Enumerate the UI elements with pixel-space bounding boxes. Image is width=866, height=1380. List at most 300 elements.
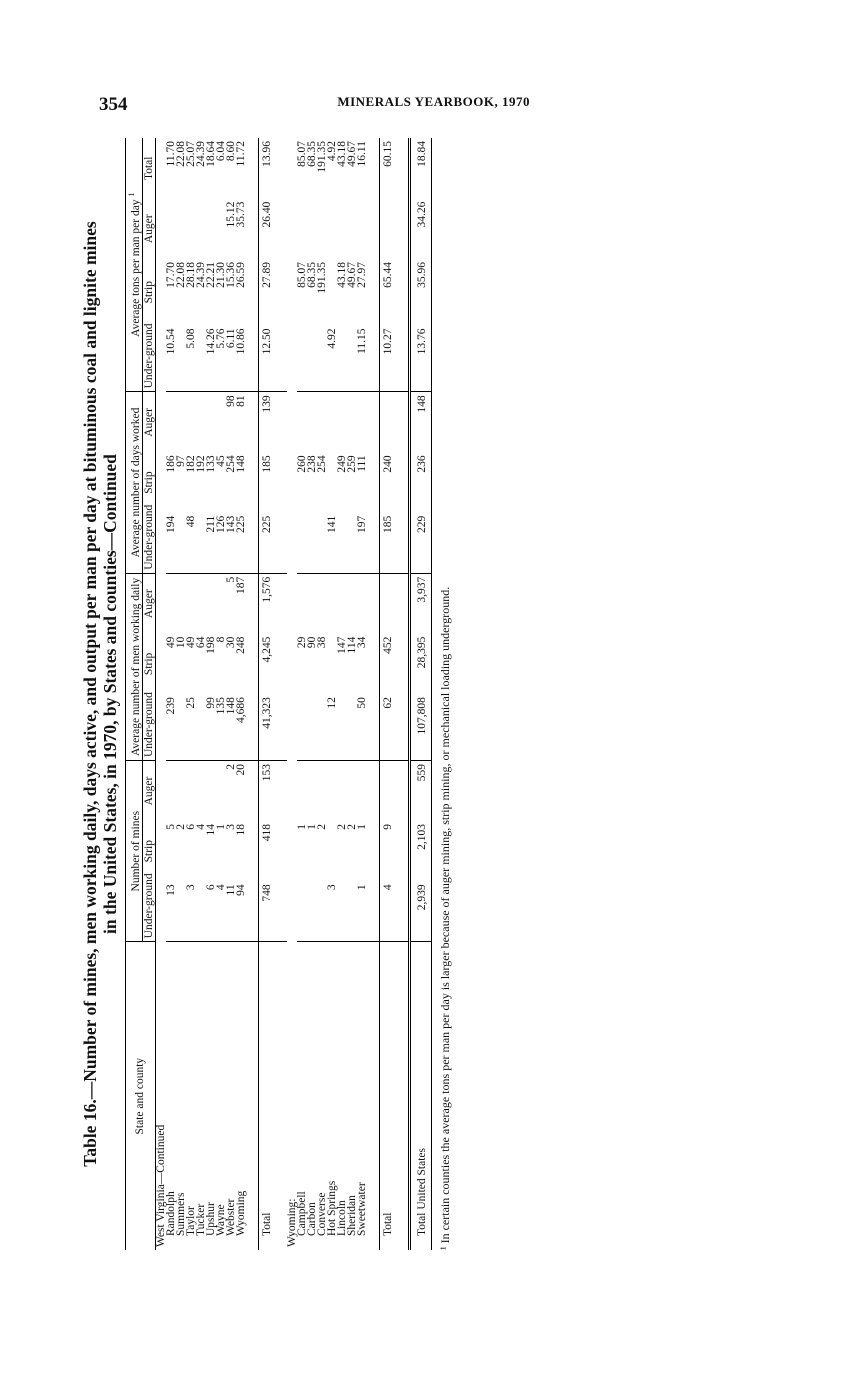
row-label: Randolph	[164, 1191, 177, 1236]
cell-value	[379, 761, 396, 821]
cell-value	[379, 573, 396, 633]
cell-value	[307, 694, 317, 760]
spacer-cell	[246, 694, 259, 760]
cell-value: 147	[335, 636, 348, 654]
row-label: Carbon	[305, 1202, 318, 1236]
county-row	[307, 138, 317, 1250]
table-title-line-1: Table 16.—Number of mines, men working daily, days active, and output per man per day at bituminous coal and lignite mines	[80, 221, 100, 1167]
cell-value	[307, 513, 317, 573]
cell-value	[337, 694, 347, 760]
cell-value: 68.35	[305, 261, 318, 288]
cell-value: 418	[258, 821, 275, 881]
cell-value	[297, 392, 307, 452]
cell-value	[186, 573, 196, 633]
cell-value	[196, 881, 206, 941]
cell-value: 22.08	[174, 141, 187, 167]
cell-value: 185	[258, 452, 275, 512]
cell-value: 18	[234, 823, 247, 836]
cell-value: 187	[234, 576, 247, 594]
cell-value	[317, 199, 327, 259]
cell-value: 35.73	[234, 201, 247, 228]
cell-value: 26.40	[258, 199, 275, 259]
subheader: Under-ground	[142, 881, 155, 941]
group-header-tons-label: Average tons per man per day	[129, 199, 142, 337]
subheader: Under-ground	[142, 325, 155, 391]
spacer-cell	[275, 199, 287, 259]
row-label: Total United States	[409, 942, 431, 1250]
spacer-cell	[396, 634, 410, 694]
cell-value: 260	[295, 455, 308, 473]
cell-value: 4.92	[327, 325, 337, 391]
spacer-cell	[246, 199, 259, 259]
cell-value	[379, 199, 396, 259]
cell-value	[317, 881, 327, 941]
cell-value	[337, 325, 347, 391]
cell-value: 64	[194, 636, 207, 649]
cell-value: 2	[174, 823, 187, 830]
cell-value: 85.07	[295, 261, 308, 288]
cell-value	[347, 881, 357, 941]
cell-value: 1,576	[258, 573, 275, 633]
cell-value: 126	[216, 513, 226, 573]
cell-value: 143	[226, 513, 236, 573]
cell-value: 15.36	[224, 261, 237, 288]
row-label: Campbell	[295, 1191, 308, 1236]
cell-value	[307, 325, 317, 391]
spacer-cell	[275, 881, 287, 941]
cell-value	[176, 199, 186, 259]
cell-value: 194	[166, 513, 176, 573]
cell-value: 4	[216, 881, 226, 941]
spacer-cell	[246, 573, 259, 633]
spacer-cell	[367, 452, 380, 512]
cell-value: 3	[186, 881, 196, 941]
cell-value: 20	[234, 764, 247, 776]
cell-value: 4.92	[325, 141, 338, 162]
state-heading-row	[287, 138, 297, 1250]
cell-value	[337, 573, 347, 633]
cell-value	[196, 199, 206, 259]
cell-value: 34	[355, 636, 368, 649]
spacer-cell	[246, 513, 259, 573]
cell-value: 211	[206, 513, 216, 573]
spacer-cell	[246, 259, 259, 325]
cell-value: 50	[357, 694, 367, 760]
spacer-cell	[367, 138, 380, 199]
cell-value: 748	[258, 881, 275, 941]
cell-value: 35.96	[409, 259, 431, 325]
spacer-cell	[396, 513, 410, 573]
cell-value: 148	[234, 455, 247, 473]
row-label: Wyoming:	[285, 1198, 298, 1247]
cell-value: 4	[379, 881, 396, 941]
rotated-table-block	[80, 138, 520, 1250]
spacer-row	[367, 138, 380, 1250]
cell-value: 2	[345, 823, 358, 830]
spacer-cell	[396, 325, 410, 391]
cell-value: 8	[214, 636, 227, 643]
spacer-cell	[367, 392, 380, 452]
cell-value: 254	[315, 455, 328, 473]
cell-value: 17.70	[164, 261, 177, 288]
cell-value: 452	[379, 634, 396, 694]
spacer-cell	[396, 259, 410, 325]
spacer-cell	[396, 199, 410, 259]
cell-value: 259	[345, 455, 358, 473]
cell-value: 2	[315, 823, 328, 830]
cell-value: 90	[305, 636, 318, 649]
group-header-men: Average number of men working daily	[126, 573, 143, 760]
cell-value	[297, 325, 307, 391]
cell-value	[176, 761, 186, 821]
cell-value: 1	[355, 823, 368, 830]
spacer-cell	[367, 513, 380, 573]
cell-value: 148	[226, 694, 236, 760]
cell-value: 12	[327, 694, 337, 760]
spacer-cell	[246, 452, 259, 512]
subheader: Strip	[142, 452, 155, 512]
cell-value: 111	[355, 455, 368, 472]
cell-value: 198	[204, 636, 217, 654]
cell-value	[206, 392, 216, 452]
county-row	[347, 138, 357, 1250]
row-label: Taylor	[184, 1206, 197, 1236]
cell-value: 11.15	[357, 325, 367, 391]
cell-value: 225	[236, 513, 246, 573]
cell-value: 13.76	[409, 325, 431, 391]
subheader: Under-ground	[142, 694, 155, 760]
state-heading-row	[155, 138, 166, 1250]
cell-value: 15.12	[224, 201, 237, 228]
cell-value: 139	[258, 392, 275, 452]
cell-value: 10.86	[236, 325, 246, 391]
cell-value: 4,245	[258, 634, 275, 694]
cell-value: 6	[206, 881, 216, 941]
cell-value: 25.07	[184, 141, 197, 167]
cell-value: 2	[335, 823, 348, 830]
cell-value: 135	[216, 694, 226, 760]
cell-value	[196, 392, 206, 452]
cell-value: 133	[204, 455, 217, 473]
cell-value: 6.04	[214, 141, 227, 162]
cell-value: 97	[174, 455, 187, 467]
running-head: MINERALS YEARBOOK, 1970	[337, 94, 530, 109]
subheader: Strip	[142, 821, 155, 881]
cell-value	[307, 573, 317, 633]
cell-value	[327, 199, 337, 259]
spacer-cell	[275, 573, 287, 633]
subheader: Auger	[142, 392, 155, 452]
group-header-mines: Number of mines	[126, 761, 143, 942]
cell-value	[347, 573, 357, 633]
cell-value: 25	[186, 694, 196, 760]
spacer-cell	[367, 942, 380, 1250]
cell-value: 4,686	[236, 694, 246, 760]
cell-value: 6.11	[226, 325, 236, 391]
subheader: Auger	[142, 761, 155, 821]
spacer-row	[246, 138, 259, 1250]
cell-value: 254	[224, 455, 237, 473]
cell-value: 148	[409, 392, 431, 452]
cell-value: 22.21	[204, 261, 217, 288]
cell-value: 81	[234, 395, 247, 407]
row-label: Tucker	[194, 1203, 207, 1236]
spacer-cell	[246, 138, 259, 199]
cell-value	[357, 392, 367, 452]
cell-value: 141	[327, 513, 337, 573]
cell-value: 34.26	[409, 199, 431, 259]
cell-value	[176, 392, 186, 452]
cell-value	[337, 199, 347, 259]
row-label: Summers	[174, 1192, 187, 1236]
cell-value	[327, 821, 337, 881]
cell-value: 2	[224, 764, 237, 770]
spacer-cell	[275, 259, 287, 325]
cell-value: 5.08	[186, 325, 196, 391]
spacer-cell	[275, 392, 287, 452]
spacer-cell	[275, 325, 287, 391]
cell-value: 49	[184, 636, 197, 649]
cell-value: 98	[224, 395, 237, 407]
spacer-cell	[246, 881, 259, 941]
spacer-cell	[367, 325, 380, 391]
cell-value	[307, 761, 317, 821]
cell-value	[297, 513, 307, 573]
county-row	[226, 138, 236, 1250]
spacer-cell	[396, 821, 410, 881]
spacer-cell	[367, 761, 380, 821]
cell-value: 18.64	[204, 141, 217, 167]
stub-header: State and county	[126, 942, 156, 1250]
spacer-cell	[367, 259, 380, 325]
cell-value	[206, 573, 216, 633]
row-label: Converse	[315, 1192, 328, 1236]
group-header-days: Average number of days worked	[126, 392, 143, 573]
cell-value: 24.39	[194, 141, 207, 167]
county-row	[216, 138, 226, 1250]
cell-value: 1	[295, 823, 308, 830]
cell-value	[186, 761, 196, 821]
cell-value: 21.30	[214, 261, 227, 288]
cell-value: 559	[409, 761, 431, 821]
cell-value	[327, 392, 337, 452]
cell-value: 5	[224, 576, 237, 583]
cell-value: 107,808	[409, 694, 431, 760]
row-label: Total	[258, 942, 275, 1250]
cell-value: 225	[258, 513, 275, 573]
cell-value: 240	[379, 452, 396, 512]
cell-value: 94	[236, 881, 246, 941]
cell-value: 30	[224, 636, 237, 649]
cell-value: 49.67	[345, 261, 358, 288]
cell-value: 9	[379, 821, 396, 881]
cell-value: 249	[335, 455, 348, 473]
cell-value	[317, 573, 327, 633]
county-row	[297, 138, 307, 1250]
cell-value: 11.70	[164, 141, 177, 167]
state-total-row	[379, 138, 396, 1250]
cell-value: 239	[166, 694, 176, 760]
row-label: Hot Springs	[325, 1180, 338, 1236]
cell-value: 11.72	[234, 141, 247, 167]
cell-value: 114	[345, 636, 358, 654]
cell-value: 11	[226, 881, 236, 941]
cell-value	[379, 392, 396, 452]
spacer-cell	[275, 634, 287, 694]
cell-value: 24.39	[194, 261, 207, 288]
spacer-cell	[367, 634, 380, 694]
cell-value	[327, 573, 337, 633]
cell-value: 1	[357, 881, 367, 941]
cell-value: 13.96	[258, 138, 275, 199]
cell-value	[357, 761, 367, 821]
table-title	[80, 138, 125, 1250]
group-header-tons	[126, 138, 143, 392]
row-label: Wyoming	[234, 1190, 247, 1236]
cell-value	[297, 199, 307, 259]
cell-value: 29	[295, 636, 308, 649]
cell-value: 13	[166, 881, 176, 941]
cell-value: 45	[214, 455, 227, 467]
cell-value: 248	[234, 636, 247, 654]
cell-value: 3	[327, 881, 337, 941]
cell-value: 14.26	[206, 325, 216, 391]
cell-value	[357, 199, 367, 259]
spacer-cell	[396, 138, 410, 199]
county-row	[176, 138, 186, 1250]
spacer-cell	[367, 694, 380, 760]
spacer-cell	[246, 634, 259, 694]
spacer-cell	[275, 513, 287, 573]
cell-value: 6	[184, 823, 197, 830]
row-label: Total	[379, 942, 396, 1250]
cell-value: 3,937	[409, 573, 431, 633]
cell-value	[317, 761, 327, 821]
county-row	[357, 138, 367, 1250]
row-label: West Virginia—Continued	[154, 1124, 167, 1247]
cell-value	[176, 573, 186, 633]
cell-value: 191.35	[315, 141, 328, 173]
cell-value: 191.35	[315, 261, 328, 294]
cell-value: 18.84	[409, 138, 431, 199]
cell-value: 85.07	[295, 141, 308, 167]
cell-value: 68.35	[305, 141, 318, 167]
cell-value	[206, 761, 216, 821]
cell-value: 28.18	[184, 261, 197, 288]
spacer-cell	[396, 694, 410, 760]
subheader: Auger	[142, 573, 155, 633]
cell-value: 185	[379, 513, 396, 573]
footnote-mark: 1	[127, 192, 136, 197]
cell-value	[307, 199, 317, 259]
cell-value: 27.89	[258, 259, 275, 325]
county-row	[186, 138, 196, 1250]
row-label: Lincoln	[335, 1200, 348, 1236]
cell-value: 43.18	[335, 141, 348, 167]
subheader: Strip	[142, 634, 155, 694]
cell-value: 27.97	[355, 261, 368, 288]
spacer-cell	[275, 452, 287, 512]
cell-value	[297, 573, 307, 633]
cell-value	[357, 573, 367, 633]
cell-value	[166, 761, 176, 821]
cell-value	[297, 761, 307, 821]
row-label: Upshur	[204, 1202, 217, 1236]
spacer-cell	[246, 942, 259, 1250]
cell-value	[166, 573, 176, 633]
cell-value: 5	[164, 823, 177, 830]
cell-value	[196, 761, 206, 821]
spacer-cell	[396, 392, 410, 452]
cell-value: 48	[186, 513, 196, 573]
cell-value	[186, 392, 196, 452]
cell-value: 10.27	[379, 325, 396, 391]
cell-value: 10.54	[166, 325, 176, 391]
county-row	[317, 138, 327, 1250]
cell-value	[297, 881, 307, 941]
cell-value: 22.08	[174, 261, 187, 288]
spacer-cell	[246, 325, 259, 391]
row-label: Sheridan	[345, 1195, 358, 1236]
subheader: Total	[142, 138, 155, 199]
cell-value: 197	[357, 513, 367, 573]
cell-value: 8.60	[224, 141, 237, 162]
cell-value	[337, 392, 347, 452]
cell-value: 49.67	[345, 141, 358, 167]
county-row	[206, 138, 216, 1250]
spacer-cell	[396, 761, 410, 821]
cell-value: 182	[184, 455, 197, 473]
cell-value: 1	[214, 823, 227, 830]
cell-value: 153	[258, 761, 275, 821]
county-row	[166, 138, 176, 1250]
subheader: Under-ground	[142, 513, 155, 573]
cell-value: 186	[164, 455, 177, 473]
cell-value	[206, 199, 216, 259]
cell-value	[347, 199, 357, 259]
spacer-cell	[367, 573, 380, 633]
county-row	[337, 138, 347, 1250]
cell-value: 26.59	[234, 261, 247, 288]
cell-value: 99	[206, 694, 216, 760]
cell-value	[196, 573, 206, 633]
cell-value: 62	[379, 694, 396, 760]
spacer-row	[396, 138, 410, 1250]
cell-value: 3	[224, 823, 237, 830]
cell-value: 192	[194, 455, 207, 473]
cell-value: 2,939	[409, 881, 431, 941]
cell-value	[166, 392, 176, 452]
cell-value: 60.15	[379, 138, 396, 199]
spacer-cell	[275, 138, 287, 199]
spacer-cell	[246, 761, 259, 821]
county-row	[236, 138, 246, 1250]
data-table	[125, 138, 432, 1250]
cell-value	[347, 761, 357, 821]
row-label: Sweetwater	[355, 1182, 368, 1236]
cell-value	[317, 392, 327, 452]
county-row	[327, 138, 337, 1250]
table-title-line-2: in the United States, in 1970, by States and counties—Continued	[100, 454, 120, 934]
row-label: Wayne	[214, 1204, 227, 1236]
cell-value	[297, 694, 307, 760]
cell-value	[307, 881, 317, 941]
cell-value	[337, 881, 347, 941]
page-number: 354	[99, 94, 128, 115]
cell-value	[347, 392, 357, 452]
spacer-cell	[246, 392, 259, 452]
cell-value	[216, 573, 226, 633]
